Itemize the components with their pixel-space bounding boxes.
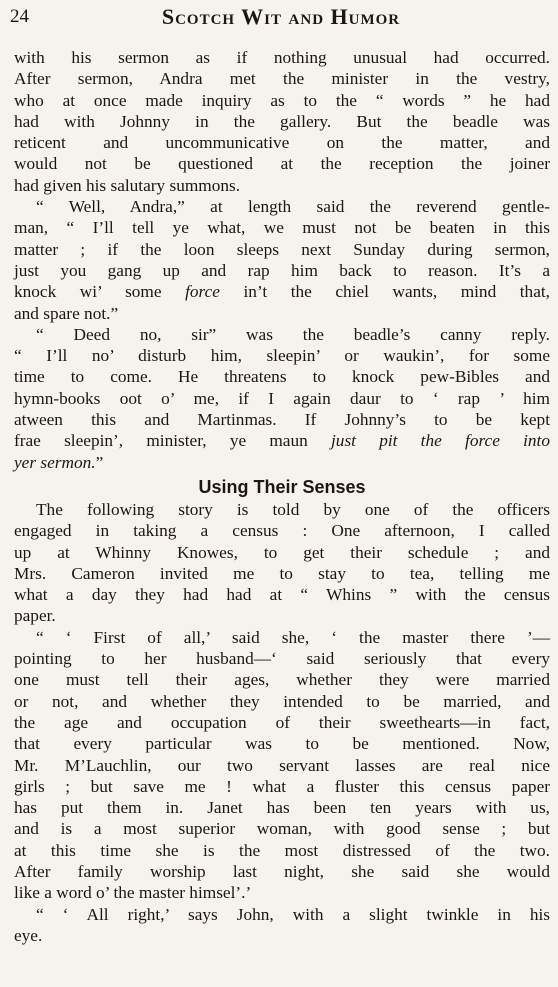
text-line: and is a most superior woman, with good sense ; but <box>14 819 550 839</box>
text-line: “ Well, Andra,” at length said the reverend gentle- <box>36 197 550 217</box>
text-line: or not, and whether they intended to be married, and <box>14 691 550 711</box>
italic-run: yer sermon. <box>14 452 96 472</box>
text-line: time to come. He threatens to knock pew-Bibles and <box>14 367 550 387</box>
text-line: “ I’ll no’ disturb him, sleepin’ or waukin’, for some <box>14 346 550 366</box>
text-line <box>14 430 550 451</box>
text-line: reticent and uncommunicative on the matter, and <box>14 133 550 153</box>
text-line: eye. <box>14 925 43 945</box>
text-line: up at Whinny Knowes, to get their schedule ; and <box>14 542 550 562</box>
text-line: and spare not.” <box>14 303 119 323</box>
page-body <box>14 47 550 946</box>
text-run: knock wi’ some <box>14 282 186 302</box>
text-line: what a day they had had at “ Whins ” with the census <box>14 585 550 605</box>
section-heading: Using Their Senses <box>198 476 366 497</box>
text-line: paper. <box>14 606 56 626</box>
text-line: Mrs. Cameron invited me to stay to tea, telling me <box>14 563 550 583</box>
text-line: “ Deed no, sir” was the beadle’s canny reply. <box>36 324 550 344</box>
text-line: hymn-books oot o’ me, if I again daur to ‘ rap ’ him <box>14 388 550 408</box>
text-line: had given his salutary summons. <box>14 175 241 195</box>
text-line: at this time she is the most distressed of the two. <box>14 840 550 860</box>
running-title: Scotch Wit and Humor <box>161 4 401 29</box>
text-run: ” <box>95 452 104 472</box>
text-line: After sermon, Andra met the minister in the vestry, <box>14 69 550 89</box>
page-header <box>10 4 552 32</box>
text-line <box>14 281 550 302</box>
text-line: atween this and Martinmas. If Johnny’s to be kept <box>14 410 550 430</box>
text-line: like a word o’ the master himsel’.’ <box>14 883 252 903</box>
text-line: engaged in taking a census : One afternoon, I called <box>14 521 550 541</box>
italic-run: just pit the force into <box>331 431 550 451</box>
text-line: matter ; if the loon sleeps next Sunday during sermon, <box>14 239 550 259</box>
text-line: The following story is told by one of the officers <box>36 499 550 519</box>
text-line: would not be questioned at the reception the joiner <box>14 154 550 174</box>
text-line: has put them in. Janet has been ten years with us, <box>14 798 550 818</box>
text-line: Mr. M’Lauchlin, our two servant lasses are real nice <box>14 755 550 775</box>
page-number: 24 <box>10 6 29 27</box>
text-line: one must tell their ages, whether they were married <box>14 670 550 690</box>
text-line: After family worship last night, she said she would <box>14 861 550 881</box>
text-line: had with Johnny in the gallery. But the beadle was <box>14 111 550 131</box>
text-line: just you gang up and rap him back to reason. It’s a <box>14 260 550 280</box>
text-line: that every particular was to be mentioned. Now, <box>14 734 550 754</box>
text-line: man, “ I’ll tell ye what, we must not be beaten in this <box>14 218 550 238</box>
text-run: in’t the chiel wants, mind that, <box>219 282 550 302</box>
text-run: frae sleepin’, minister, ye maun <box>14 431 331 451</box>
text-line: the age and occupation of their sweethearts—in fact, <box>14 712 550 732</box>
text-line: pointing to her husband—‘ said seriously that every <box>14 649 550 669</box>
text-line: girls ; but save me ! what a fluster this census paper <box>14 776 550 796</box>
text-line <box>14 452 550 473</box>
text-line: who at once made inquiry as to the “ words ” he had <box>14 90 550 110</box>
text-line: “ ‘ First of all,’ said she, ‘ the master there ’— <box>36 627 550 647</box>
italic-run: force <box>185 282 220 302</box>
text-line: “ ‘ All right,’ says John, with a slight twinkle in his <box>36 904 550 924</box>
text-line: with his sermon as if nothing unusual had occurred. <box>14 48 550 67</box>
